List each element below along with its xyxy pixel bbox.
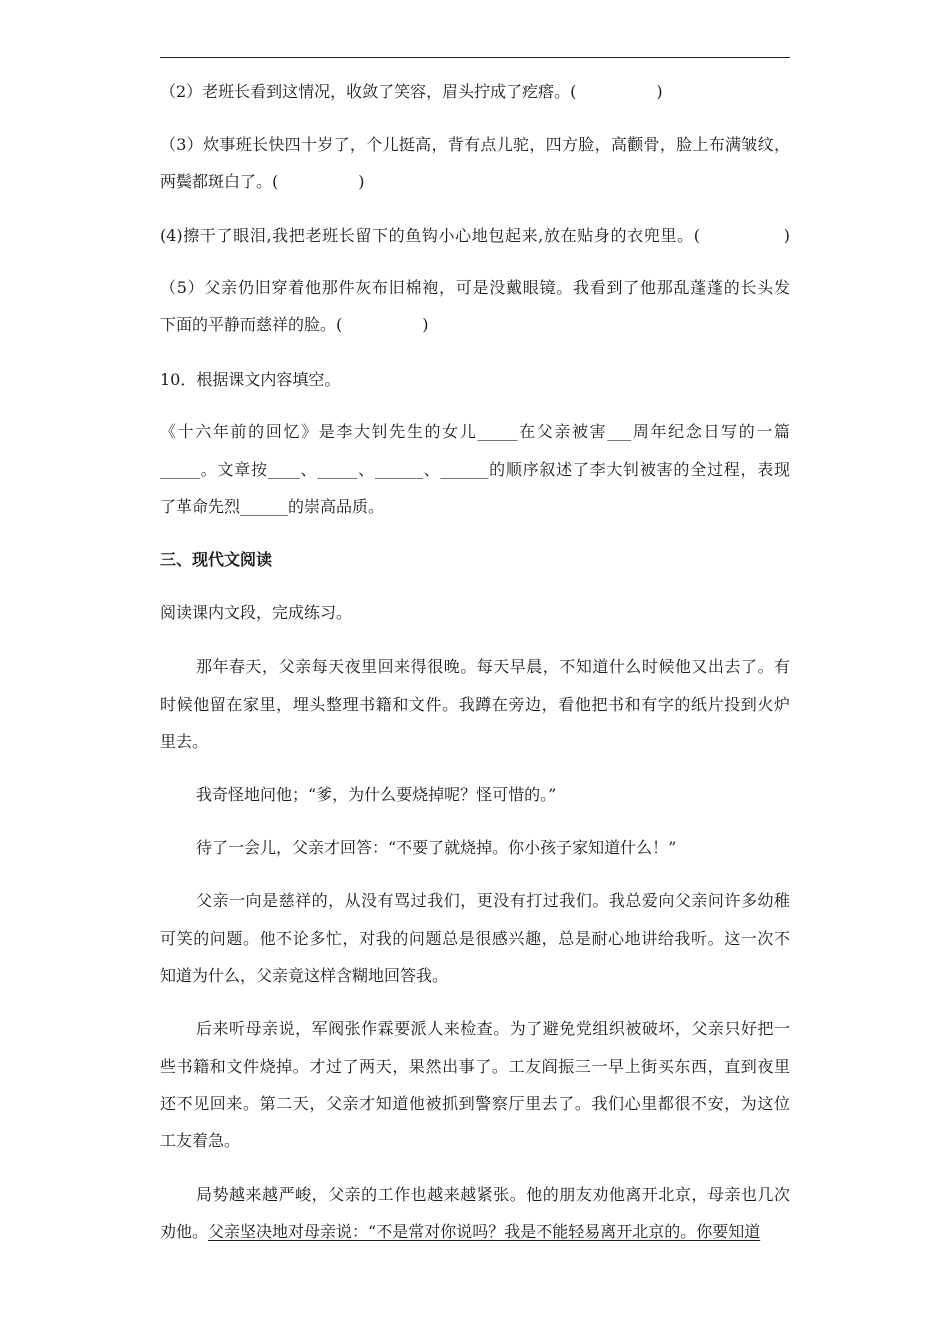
question-2: （2）老班长看到这情况，收敛了笑容，眉头拧成了疙瘩。( ): [160, 82, 663, 101]
question-10-line-1: 《十六年前的回忆》是李大钊先生的女儿_____在父亲被害___周年纪念日写的一篇: [160, 422, 790, 441]
passage-p5-line-2: 些书籍和文件烧掉。才过了两天，果然出事了。工友阎振三一早上街买东西，直到夜里: [160, 1057, 790, 1076]
passage-p6-line-1: 局势越来越严峻，父亲的工作也越来越紧张。他的朋友劝他离开北京，母亲也几次: [196, 1185, 790, 1204]
question-5-line-2: 下面的平静而慈祥的脸。( ): [160, 315, 429, 334]
passage-p6-underlined-sentence: 父亲坚决地对母亲说：“不是常对你说吗？我是不能轻易离开北京的。你要知道: [208, 1222, 761, 1241]
header-rule: [160, 57, 790, 58]
passage-p1-line-3: 里去。: [160, 732, 209, 751]
passage-p3: 待了一会儿，父亲才回答：“不要了就烧掉。你小孩子家知道什么！”: [196, 838, 677, 857]
question-3-line-1: （3）炊事班长快四十岁了，个儿挺高，背有点儿驼，四方脸，高颧骨，脸上布满皱纹，: [160, 135, 790, 154]
passage-p4-line-2: 可笑的问题。他不论多忙，对我的问题总是很感兴趣，总是耐心地讲给我听。这一次不: [160, 929, 790, 948]
passage-p5-line-3: 还不见回来。第二天，父亲才知道他被抓到警察厅里去了。我们心里都很不安，为这位: [160, 1094, 790, 1113]
question-10-line-3: 了革命先烈______的崇高品质。: [160, 497, 385, 516]
question-3-line-2: 两鬓都斑白了。( ): [160, 172, 365, 191]
passage-p2: 我奇怪地问他；“爹，为什么要烧掉呢？怪可惜的。”: [196, 785, 557, 804]
question-10-title: 10．根据课文内容填空。: [160, 370, 341, 389]
question-4: (4)擦干了眼泪,我把老班长留下的鱼钩小心地包起来,放在贴身的衣兜里。( ): [160, 226, 790, 245]
passage-p4-line-3: 知道为什么，父亲竟这样含糊地回答我。: [160, 966, 449, 985]
section-3-instruction: 阅读课内文段，完成练习。: [160, 603, 353, 622]
passage-p4-line-1: 父亲一向是慈祥的，从没有骂过我们，更没有打过我们。我总爱向父亲问许多幼稚: [196, 891, 790, 910]
passage-p1-line-1: 那年春天，父亲每天夜里回来得很晚。每天早晨，不知道什么时候他又出去了。有: [196, 657, 790, 676]
question-10-line-2: _____。文章按____、_____、______、______的顺序叙述了李大钊被害的全过程，表现: [160, 460, 790, 479]
passage-p5-line-1: 后来听母亲说，军阀张作霖要派人来检查。为了避免党组织被破坏，父亲只好把一: [196, 1019, 790, 1038]
passage-p5-line-4: 工友着急。: [160, 1131, 241, 1150]
passage-p6-line-2: [160, 1222, 790, 1242]
question-5-line-1: （5）父亲仍旧穿着他那件灰布旧棉袍，可是没戴眼镜。我看到了他那乱蓬蓬的长头发: [160, 278, 790, 297]
passage-p6-line-2-plain: 劝他。: [160, 1222, 209, 1241]
passage-p1-line-2: 时候他留在家里，埋头整理书籍和文件。我蹲在旁边，看他把书和有字的纸片投到火炉: [160, 695, 790, 714]
section-3-heading: 三、现代文阅读: [160, 550, 273, 569]
